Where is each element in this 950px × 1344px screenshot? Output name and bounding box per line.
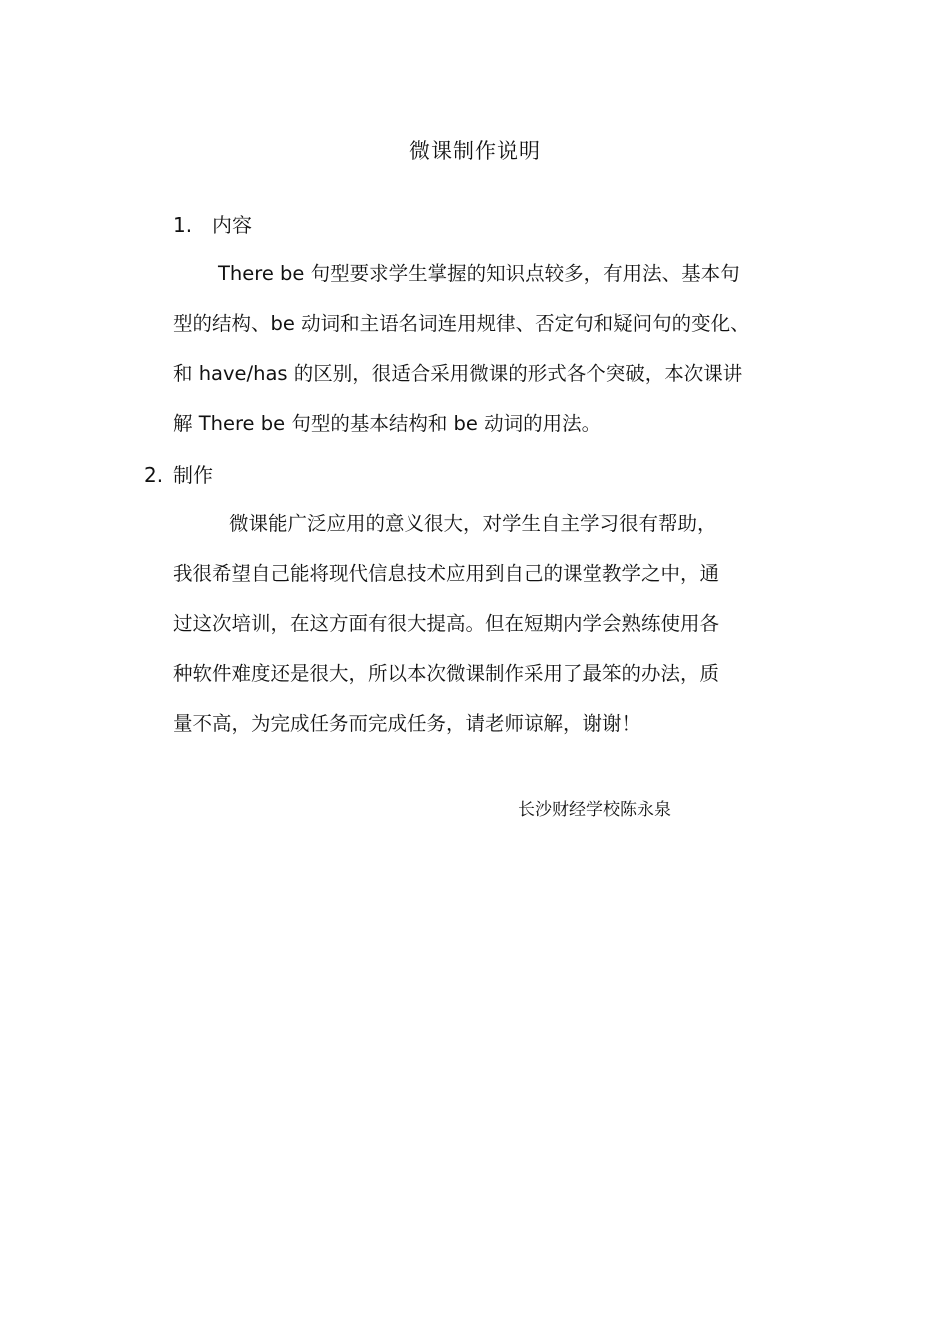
author-signature: 长沙财经学校陈永泉	[518, 800, 671, 820]
section-1-title: 内容	[212, 213, 252, 237]
paragraph-line: 量不高，为完成任务而完成任务，请老师谅解，谢谢！	[173, 712, 642, 735]
section-1-number: 1.	[173, 213, 193, 237]
paragraph-line: There be 句型要求学生掌握的知识点较多，有用法、基本句	[218, 262, 740, 285]
section-2-number: 2.	[144, 463, 164, 487]
paragraph-line: 种软件难度还是很大，所以本次微课制作采用了最笨的办法，质	[173, 662, 720, 685]
paragraph-line: 和 have/has 的区别，很适合采用微课的形式各个突破，本次课讲	[173, 362, 743, 385]
document-title: 微课制作说明	[409, 139, 541, 163]
section-2-paragraph	[173, 499, 823, 749]
paragraph-line: 型的结构、be 动词和主语名词连用规律、否定句和疑问句的变化、	[173, 312, 750, 335]
paragraph-line: 我很希望自己能将现代信息技术应用到自己的课堂教学之中，通	[173, 562, 720, 585]
paragraph-line: 微课能广泛应用的意义很大，对学生自主学习很有帮助，	[229, 512, 717, 535]
section-1-heading	[173, 210, 252, 240]
section-2-title: 制作	[173, 463, 213, 487]
paragraph-line: 解 There be 句型的基本结构和 be 动词的用法。	[173, 412, 602, 435]
section-1-paragraph	[173, 249, 823, 449]
paragraph-line: 过这次培训，在这方面有很大提高。但在短期内学会熟练使用各	[173, 612, 720, 635]
section-2-heading	[144, 460, 213, 490]
